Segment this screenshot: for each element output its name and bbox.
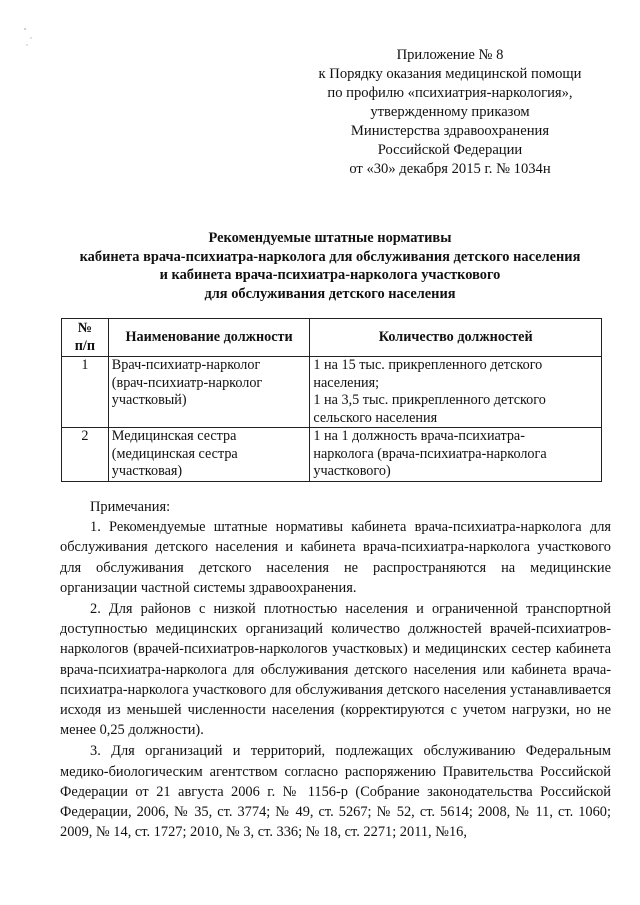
title-line: и кабинета врача-психиатра-нарколога участкового — [159, 267, 501, 283]
row-quantity: 1 на 15 тыс. прикрепленного детского населения; 1 на 3,5 тыс. прикрепленного детского сельского населения — [310, 357, 602, 428]
title-line: кабинета врача-психиатра-нарколога для обслуживания детского населения — [79, 248, 581, 265]
appendix-line: Министерства здравоохранения — [350, 123, 550, 139]
notes-heading: Примечания: — [90, 499, 171, 515]
notes-section — [60, 497, 611, 842]
note-item: 1. Рекомендуемые штатные нормативы кабинета врача-психиатра-нарколога для обслуживания детского населения и кабинета врача-психиатра-нарколога участкового для обслуживания детского населения не распространяются на медицинские организации частной системы здравоохранения. — [60, 519, 611, 596]
title-line: для обслуживания детского населения — [204, 285, 456, 302]
appendix-line: Российской Федерации — [377, 142, 523, 158]
row-num: 2 — [62, 428, 109, 482]
document-title — [40, 229, 620, 303]
table-row — [62, 428, 602, 482]
row-quantity: 1 на 1 должность врача-психиатра- нарколога (врача-психиатра-нарколога участкового) — [310, 428, 602, 482]
note-item: 3. Для организаций и территорий, подлежащих обслуживанию Федеральным медико-биологическим агентством согласно распоряжению Правительства Российской Федерации от 21 августа 2006 г. № 1156-р (Собрание законодательства Российской Федерации, 2006, № 35, ст. 3774; № 49, ст. 5267; № 52, ст. 5614; 2008, № 11, ст. 1060; 2009, № 14, ст. 1727; 2010, № 3, ст. 336; № 18, ст. 2271; 2011, №16, — [60, 743, 611, 841]
note-item: 2. Для районов с низкой плотностью населения и ограниченной транспортной доступностью медицинских организаций количество должностей врачей-психиатров-наркологов (врачей-психиатров-наркологов участковых) и медицинских сестер кабинета врача-психиатра-нарколога для обслуживания детского населения или кабинета врача-психиатра-нарколога участкового для обслуживания детского населения устанавливается исходя из меньшей численности населения (корректируются с учетом нагрузки, но не менее 0,25 должности). — [60, 601, 611, 739]
table-header-row — [62, 319, 602, 357]
staffing-table — [61, 318, 602, 482]
appendix-line: утвержденному приказом — [370, 104, 530, 120]
appendix-line: по профилю «психиатрия-наркология», — [327, 85, 573, 101]
appendix-header — [300, 46, 600, 179]
appendix-number: Приложение № 8 — [396, 47, 504, 63]
header-quantity: Количество должностей — [310, 319, 602, 357]
appendix-date: от «30» декабря 2015 г. № 1034н — [349, 161, 551, 177]
appendix-line: к Порядку оказания медицинской помощи — [318, 66, 582, 82]
header-num: № п/п — [62, 319, 109, 357]
row-num: 1 — [62, 357, 109, 428]
header-position: Наименование должности — [108, 319, 310, 357]
row-position: Врач-психиатр-нарколог (врач-психиатр-нарколог участковый) — [108, 357, 310, 428]
row-position: Медицинская сестра (медицинская сестра участковая) — [108, 428, 310, 482]
table-row — [62, 357, 602, 428]
title-line: Рекомендуемые штатные нормативы — [208, 230, 452, 246]
scan-marks — [22, 26, 36, 48]
